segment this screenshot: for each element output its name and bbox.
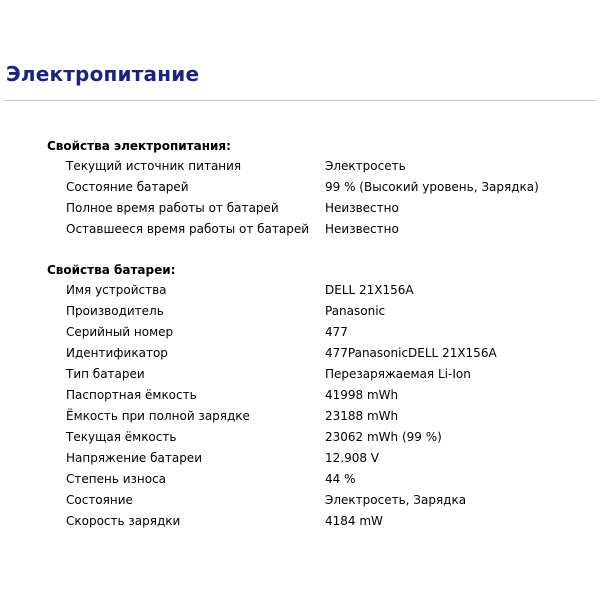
- power-properties-heading: Свойства электропитания:: [47, 139, 231, 153]
- battery-row-full-charge-capacity: [47, 408, 597, 429]
- battery-row-type: [47, 366, 597, 387]
- battery-row-current-capacity: [47, 429, 597, 450]
- power-row-battery-status: [47, 179, 597, 200]
- row-value: Неизвестно: [325, 201, 399, 215]
- row-value: 12.908 V: [325, 451, 380, 465]
- row-label: Тип батареи: [66, 367, 145, 381]
- row-label: Имя устройства: [66, 283, 167, 297]
- row-value: 477: [325, 325, 348, 339]
- row-value: Panasonic: [325, 304, 386, 318]
- row-label: Полное время работы от батарей: [66, 201, 279, 215]
- battery-row-serial: [47, 324, 597, 345]
- row-value: 41998 mWh: [325, 388, 399, 402]
- battery-row-state: [47, 492, 597, 513]
- row-label: Оставшееся время работы от батарей: [66, 222, 310, 236]
- row-value: Электросеть, Зарядка: [325, 493, 467, 507]
- row-label: Паспортная ёмкость: [66, 388, 197, 402]
- row-label: Текущий источник питания: [66, 159, 242, 173]
- battery-row-design-capacity: [47, 387, 597, 408]
- row-label: Производитель: [66, 304, 164, 318]
- battery-row-identifier: [47, 345, 597, 366]
- row-label: Серийный номер: [66, 325, 174, 339]
- row-label: Состояние батарей: [66, 180, 189, 194]
- row-value: Перезаряжаемая Li-Ion: [325, 367, 471, 381]
- battery-row-device-name: [47, 282, 597, 303]
- battery-row-voltage: [47, 450, 597, 471]
- battery-properties-list: [47, 282, 597, 534]
- row-value: 23062 mWh (99 %): [325, 430, 442, 444]
- row-value: 23188 mWh: [325, 409, 399, 423]
- power-properties-section: [47, 138, 597, 242]
- title-divider: [4, 100, 596, 101]
- battery-row-manufacturer: [47, 303, 597, 324]
- row-value: 44 %: [325, 472, 356, 486]
- row-value: 4184 mW: [325, 514, 383, 528]
- battery-properties-heading: Свойства батареи:: [47, 263, 176, 277]
- row-label: Ёмкость при полной зарядке: [66, 409, 250, 423]
- row-value: DELL 21X156A: [325, 283, 414, 297]
- battery-properties-section: [47, 262, 597, 534]
- page-title: Электропитание: [6, 62, 200, 86]
- row-value: 99 % (Высокий уровень, Зарядка): [325, 180, 539, 194]
- row-label: Степень износа: [66, 472, 167, 486]
- power-row-remaining-runtime: [47, 221, 597, 242]
- row-label: Напряжение батареи: [66, 451, 202, 465]
- power-row-full-runtime: [47, 200, 597, 221]
- row-label: Текущая ёмкость: [66, 430, 177, 444]
- row-label: Состояние: [66, 493, 133, 507]
- battery-row-wear-level: [47, 471, 597, 492]
- row-label: Скорость зарядки: [66, 514, 181, 528]
- row-value: 477PanasonicDELL 21X156A: [325, 346, 497, 360]
- row-value: Неизвестно: [325, 222, 399, 236]
- power-properties-list: [47, 158, 597, 242]
- power-row-source: [47, 158, 597, 179]
- row-label: Идентификатор: [66, 346, 168, 360]
- row-value: Электросеть: [325, 159, 406, 173]
- battery-row-charge-rate: [47, 513, 597, 534]
